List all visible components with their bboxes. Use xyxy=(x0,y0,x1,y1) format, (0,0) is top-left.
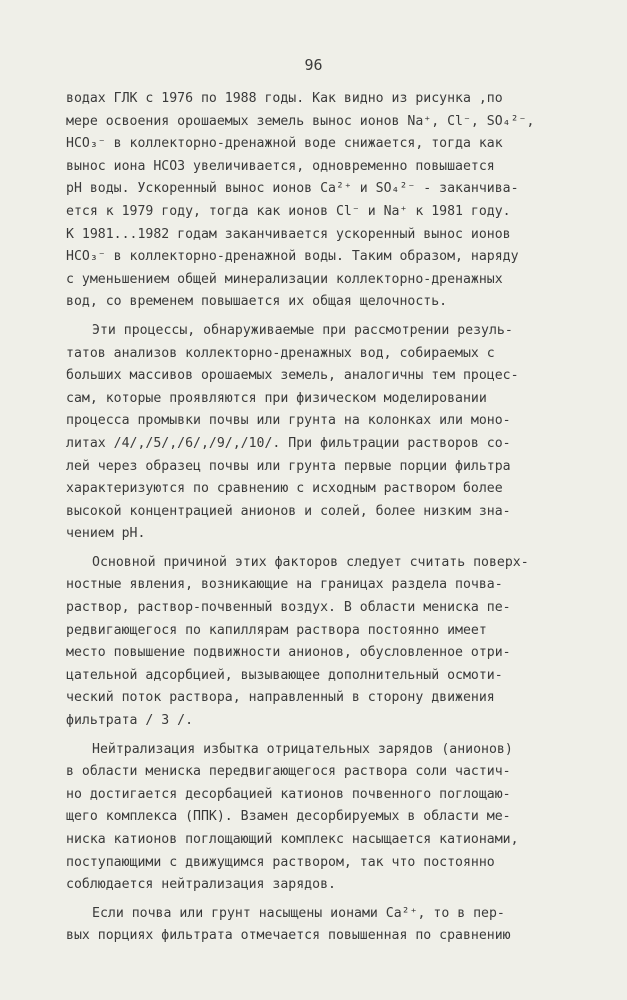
text-line: лей через образец почвы или грунта первые порции фильтра xyxy=(66,458,511,474)
text-line: Если почва или грунт насыщены ионами Са²⁺, то в пер- xyxy=(92,905,505,921)
text-line: редвигающегося по капиллярам раствора постоянно имеет xyxy=(66,622,487,638)
text-line: мере освоения орошаемых земель вынос ионов Na⁺, Cl⁻, SO₄²⁻, xyxy=(66,113,535,129)
text-line: раствор, раствор-почвенный воздух. В области мениска пе- xyxy=(66,600,511,616)
text-line: HCO₃⁻ в коллекторно-дренажной воде снижается, тогда как xyxy=(66,136,503,152)
text-line: место повышение подвижности анионов, обусловленное отри- xyxy=(66,645,511,661)
text-line: чением рН. xyxy=(66,526,146,542)
text-line: фильтрата / 3 /. xyxy=(66,713,194,729)
text-line: цательной адсорбцией, вызывающее дополнительный осмоти- xyxy=(66,667,503,683)
text-line: ческий поток раствора, направленный в сторону движения xyxy=(66,690,495,706)
text-line: татов анализов коллекторно-дренажных вод, собираемых с xyxy=(66,345,495,361)
text-line: соблюдается нейтрализация зарядов. xyxy=(66,877,336,893)
paragraph-5 xyxy=(66,903,586,948)
text-line: но достигается десорбацией катионов почвенного поглощаю- xyxy=(66,786,511,802)
text-line: К 1981...1982 годам заканчивается ускоренный вынос ионов xyxy=(66,226,511,242)
text-line: высокой концентрацией анионов и солей, более низким зна- xyxy=(66,503,511,519)
text-line: Нейтрализация избытка отрицательных зарядов (анионов) xyxy=(92,741,513,757)
text-line: сам, которые проявляются при физическом моделировании xyxy=(66,390,487,406)
text-line: больших массивов орошаемых земель, аналогичны тем процес- xyxy=(66,368,519,384)
page-number: 96 xyxy=(304,56,323,74)
paragraph-3 xyxy=(66,552,586,733)
text-line: вынос иона НСОЗ увеличивается, одновременно повышается xyxy=(66,158,495,174)
text-line: НСО₃⁻ в коллекторно-дренажной воды. Таким образом, наряду xyxy=(66,249,519,265)
body-text xyxy=(66,88,586,948)
paragraph-1 xyxy=(66,88,586,314)
text-line: ется к 1979 году, тогда как ионов Cl⁻ и Na⁺ к 1981 году. xyxy=(66,203,511,219)
text-line: водах ГЛК с 1976 по 1988 годы. Как видно из рисунка ,по xyxy=(66,91,503,106)
text-line: Эти процессы, обнаруживаемые при рассмотрении резуль- xyxy=(92,322,513,338)
text-line: рН воды. Ускоренный вынос ионов Са²⁺ и SO₄²⁻ - заканчива- xyxy=(66,181,519,197)
text-line: вод, со временем повышается их общая щелочность. xyxy=(66,294,448,310)
paragraph-2 xyxy=(66,320,586,546)
text-line: с уменьшением общей минерализации коллекторно-дренажных xyxy=(66,271,503,287)
paragraph-4 xyxy=(66,739,586,897)
text-line: Основной причиной этих факторов следует считать поверх- xyxy=(92,554,529,570)
text-line: в области мениска передвигающегося раствора соли частич- xyxy=(66,764,511,780)
text-line: поступающими с движущимся раствором, так что постоянно xyxy=(66,854,495,870)
text-line: литах /4/,/5/,/6/,/9/,/10/. При фильтрации растворов со- xyxy=(66,435,511,451)
text-line: характеризуются по сравнению с исходным раствором более xyxy=(66,481,503,497)
text-line: ниска катионов поглощающий комплекс насыщается катионами, xyxy=(66,832,519,847)
text-line: щего комплекса (ППК). Взамен десорбируемых в области ме- xyxy=(66,809,511,825)
text-line: процесса промывки почвы или грунта на колонках или моно- xyxy=(66,413,511,429)
text-line: вых порциях фильтрата отмечается повышенная по сравнению xyxy=(66,928,511,944)
text-line: ностные явления, возникающие на границах раздела почва- xyxy=(66,577,503,593)
